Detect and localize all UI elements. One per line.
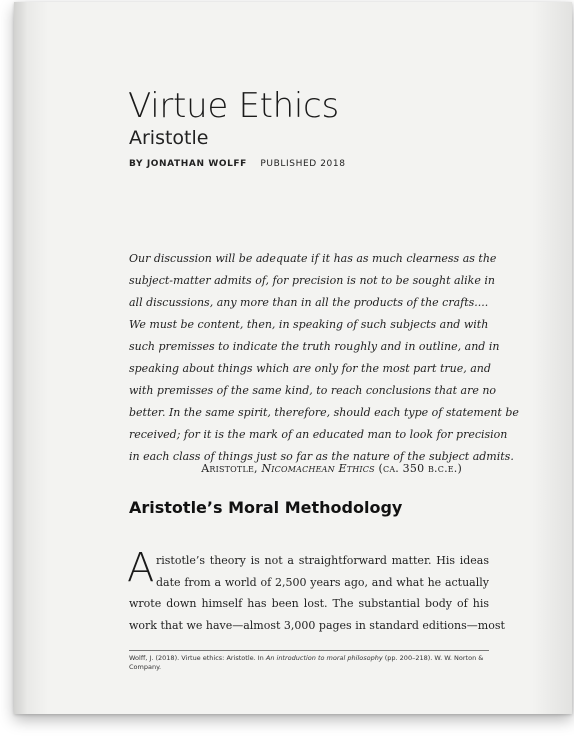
body-line: work that we have—almost 3,000 pages in standard editions—most bbox=[129, 618, 505, 632]
byline bbox=[129, 159, 346, 169]
document-subtitle: Aristotle bbox=[129, 127, 209, 149]
epigraph-line: all discussions, any more than in all the products of the crafts.... bbox=[129, 296, 489, 309]
epigraph-line: received; for it is the mark of an educated man to look for precision bbox=[129, 428, 508, 441]
epigraph-attribution bbox=[201, 462, 462, 475]
citation-footnote bbox=[129, 654, 489, 672]
drop-cap: A bbox=[127, 545, 155, 591]
body-line: date from a world of 2,500 years ago, and what he actually bbox=[156, 575, 489, 589]
epigraph-line: subject-matter admits of, for precision is not to be sought alike in bbox=[129, 274, 495, 287]
citation-text-after: (pp. 200–218). W. W. Norton & Company. bbox=[129, 654, 484, 671]
epigraph-line: Our discussion will be adequate if it has as much clearness as the bbox=[129, 252, 497, 265]
document-title: Virtue Ethics bbox=[128, 86, 339, 126]
epigraph-line: in each class of things just so far as the nature of the subject admits. bbox=[129, 450, 514, 463]
attribution-work: Nicomachean Ethics bbox=[261, 462, 375, 475]
body-paragraph bbox=[129, 550, 505, 636]
page-edge-shadow bbox=[532, 2, 572, 714]
epigraph-line: better. In the same spirit, therefore, should each type of statement be bbox=[129, 406, 519, 419]
byline-published: PUBLISHED 2018 bbox=[260, 159, 346, 169]
epigraph-line: such premisses to indicate the truth roughly and in outline, and in bbox=[129, 340, 500, 353]
citation-text-before: Wolff, J. (2018). Virtue ethics: Aristotle. In bbox=[129, 654, 266, 662]
epigraph-line: speaking about things which are only for the most part true, and bbox=[129, 362, 491, 375]
body-line: wrote down himself has been lost. The substantial body of his bbox=[129, 597, 489, 610]
attribution-author: Aristotle, bbox=[201, 462, 258, 475]
page-spine-shadow bbox=[14, 2, 48, 714]
epigraph-line: We must be content, then, in speaking of such subjects and with bbox=[129, 318, 489, 331]
epigraph-line: with premisses of the same kind, to reach conclusions that are no bbox=[129, 384, 497, 397]
epigraph-quote bbox=[129, 248, 519, 468]
attribution-date: (ca. 350 b.c.e.) bbox=[378, 462, 462, 475]
citation-book-title: An introduction to moral philosophy bbox=[265, 654, 383, 662]
document-page bbox=[14, 2, 572, 714]
footnote-divider bbox=[129, 650, 489, 651]
byline-author: BY JONATHAN WOLFF bbox=[129, 159, 247, 169]
body-line: ristotle’s theory is not a straightforward matter. His ideas bbox=[156, 554, 489, 567]
section-heading: Aristotle’s Moral Methodology bbox=[129, 498, 403, 517]
